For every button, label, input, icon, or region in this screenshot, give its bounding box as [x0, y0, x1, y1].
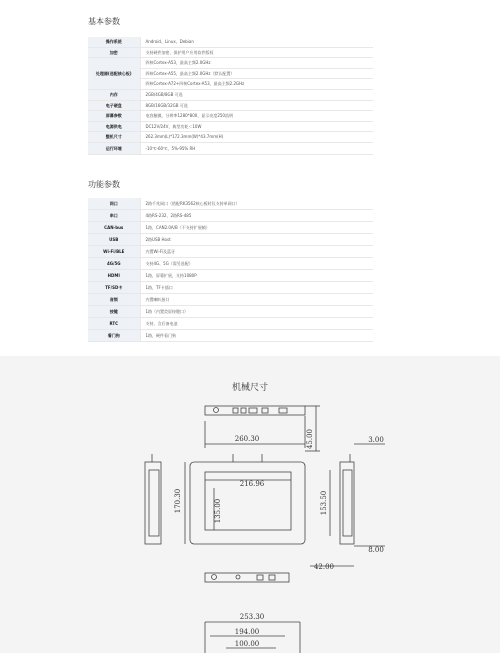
- row-key: 操作系统: [88, 37, 140, 47]
- dim-back-inner: 100.00: [234, 640, 260, 648]
- table-row: [88, 246, 373, 258]
- bottom-view-port: [269, 575, 275, 580]
- row-key: CAN-bus: [88, 222, 140, 234]
- row-value: 内置Wi-Fi及蓝牙: [140, 246, 373, 258]
- top-view-port: [262, 408, 268, 413]
- table-row: [88, 198, 373, 210]
- dim-top-depth: 45.00: [306, 428, 314, 450]
- table-row: [88, 282, 373, 294]
- bottom-view-port: [212, 575, 217, 580]
- dim-front-height: 170.30: [174, 488, 182, 514]
- row-value: 支持，含后备电池: [140, 318, 373, 330]
- row-key: 加密: [88, 47, 140, 58]
- table-row: [88, 234, 373, 246]
- mechanical-drawing: [0, 356, 500, 653]
- top-view-body: [205, 406, 305, 415]
- row-value: 1路，TF卡插口: [140, 282, 373, 294]
- row-value: 1路，CAN2.0A/B（不支持扩展帧）: [140, 222, 373, 234]
- mechanical-section: [0, 356, 500, 653]
- row-value: 支持硬件加密，保护用户应用软件版权: [140, 47, 373, 58]
- row-value: 1路，屏幕扩展，支持1080P: [140, 270, 373, 282]
- table-row: [88, 222, 373, 234]
- front-view-frame: [190, 462, 305, 544]
- table-row: [88, 37, 373, 47]
- row-key: 4G/5G: [88, 258, 140, 270]
- func-params-title: 功能参数: [88, 180, 120, 189]
- row-value: 支持4G、5G（需另选配）: [140, 258, 373, 270]
- table-row: [88, 47, 373, 58]
- dim-back-mid: 194.00: [234, 628, 260, 636]
- mechanical-title: 机械尺寸: [231, 383, 268, 393]
- row-key: 运行环境: [88, 142, 140, 154]
- bottom-view-port: [257, 575, 263, 580]
- table-row: [88, 210, 373, 222]
- top-view-port: [249, 408, 257, 413]
- dim-front-width: 260.30: [234, 435, 260, 443]
- row-value: 四核Cortex-A72+四核Cortex-A53，最高主频2.2GHz: [140, 79, 373, 90]
- row-key: 网口: [88, 198, 140, 210]
- dim-side-depth: 42.00: [313, 563, 335, 571]
- table-row: [88, 294, 373, 306]
- table-row: [88, 258, 373, 270]
- bottom-view-port: [236, 575, 240, 579]
- table-row: [88, 270, 373, 282]
- row-key: USB: [88, 234, 140, 246]
- table-row: [88, 58, 373, 69]
- row-value: 四核Cortex-A53，最高主频2.0GHz: [140, 58, 373, 69]
- table-row: [88, 318, 373, 330]
- table-row: [88, 306, 373, 318]
- top-view-port: [233, 408, 238, 413]
- row-key: TF/SD卡: [88, 282, 140, 294]
- dim-side-height: 153.50: [320, 490, 328, 516]
- func-params-table: [88, 198, 373, 342]
- dim-side-top: 3.00: [368, 436, 384, 444]
- row-value: 2GB/4GB/8GB 可选: [140, 89, 373, 100]
- table-row: [88, 132, 373, 143]
- dim-back-width: 253.30: [239, 613, 265, 621]
- row-value: DC12V/24V，典型功耗＜10W: [140, 121, 373, 132]
- row-key: 看门狗: [88, 330, 140, 342]
- row-key: 音频: [88, 294, 140, 306]
- row-value: Android、Linux、Debian: [140, 37, 373, 47]
- row-value: 262.3mm(L)*172.3mm(W)*43.7mm(H): [140, 132, 373, 143]
- table-row: [88, 142, 373, 154]
- row-key: 串口: [88, 210, 140, 222]
- row-value: 1路，硬件看门狗: [140, 330, 373, 342]
- row-value: 电容触摸，分辨率1280*800，显示亮度250流明: [140, 111, 373, 122]
- top-view-port: [279, 408, 287, 413]
- row-key: 内存: [88, 89, 140, 100]
- basic-params-title: 基本参数: [88, 17, 120, 26]
- row-value: 4路RS-232、2路RS-485: [140, 210, 373, 222]
- table-row: [88, 100, 373, 111]
- row-key: 整机尺寸: [88, 132, 140, 143]
- row-value: 四核Cortex-A55，最高主频2.0GHz（默认配置）: [140, 68, 373, 79]
- row-key: HDMI: [88, 270, 140, 282]
- top-view-port: [214, 408, 219, 413]
- row-key: 屏幕参数: [88, 111, 140, 122]
- row-value: 2路千兆网口（搭配RK3562核心板时仅支持单网口）: [140, 198, 373, 210]
- row-value: 2路USB Host: [140, 234, 373, 246]
- table-row: [88, 89, 373, 100]
- dim-screen-height: 135.00: [214, 498, 222, 524]
- row-key: Wi-Fi/BLE: [88, 246, 140, 258]
- row-key: RTC: [88, 318, 140, 330]
- side-view-right-panel: [343, 470, 352, 536]
- row-key: 电源供电: [88, 121, 140, 132]
- side-view-left-panel: [149, 470, 159, 536]
- basic-params-table: [88, 37, 373, 155]
- row-value: 内置喇叭接口: [140, 294, 373, 306]
- top-view-port: [241, 408, 246, 413]
- row-value: -10℃-60℃，5%-95% RH: [140, 142, 373, 154]
- row-value: 1路（内置荧屏按键口）: [140, 306, 373, 318]
- row-key: 处理器(选配核心板): [88, 58, 140, 90]
- table-row: [88, 330, 373, 342]
- bottom-view-body: [205, 573, 289, 582]
- dim-side-bottom: 8.00: [368, 546, 384, 554]
- dim-screen-width: 216.96: [239, 480, 265, 488]
- row-value: 8GB/16GB/32GB 可选: [140, 100, 373, 111]
- row-key: 电子硬盘: [88, 100, 140, 111]
- table-row: [88, 121, 373, 132]
- table-row: [88, 111, 373, 122]
- row-key: 按键: [88, 306, 140, 318]
